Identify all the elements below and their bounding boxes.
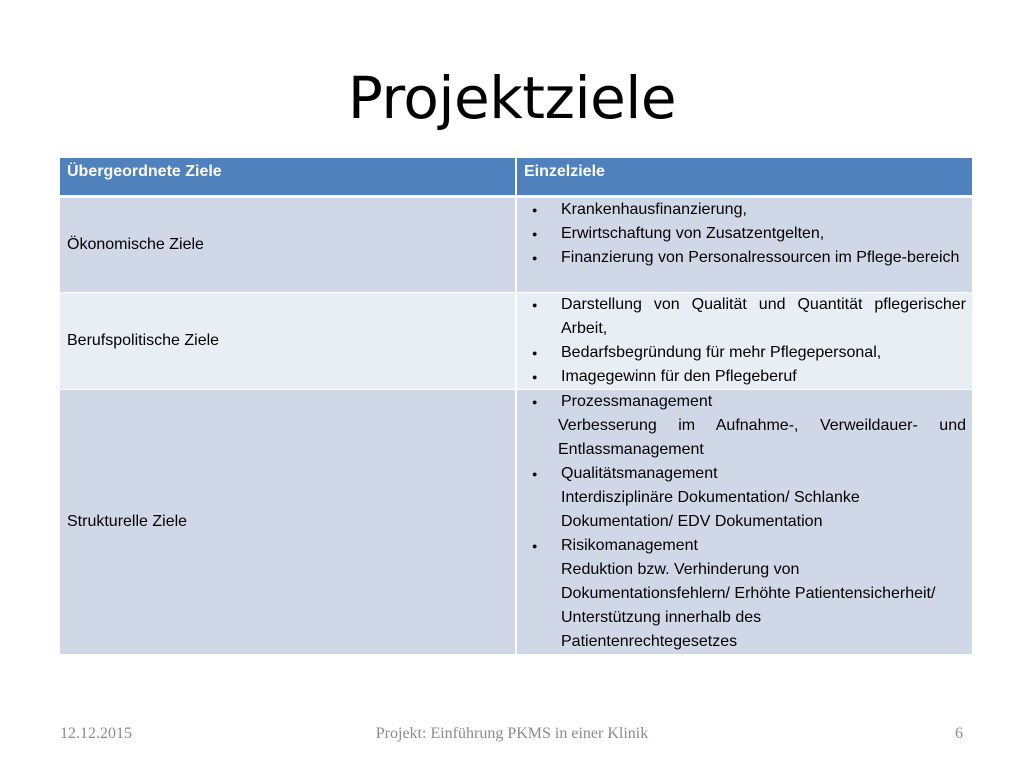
table-header-row xyxy=(60,158,972,196)
goals-table xyxy=(60,158,972,655)
items-cell xyxy=(516,292,972,389)
items-cell xyxy=(516,196,972,292)
list-item: ● Qualitätsmanagement xyxy=(524,462,966,486)
header-sub-goals: Einzelziele xyxy=(516,158,972,196)
goal-list xyxy=(524,293,966,389)
list-item: ● Finanzierung von Personalressourcen im Pflege-bereich xyxy=(524,246,966,270)
list-item: ● Risikomanagement xyxy=(524,534,966,558)
table-row xyxy=(60,196,972,292)
goal-list xyxy=(524,198,966,270)
list-item-detail: Reduktion bzw. Verhinderung von Dokumentationsfehlern/ Erhöhte Patientensicherheit/ Unterstützung innerhalb des Patientenrechtegesetzes xyxy=(561,560,936,650)
category-cell: Berufspolitische Ziele xyxy=(60,292,516,389)
category-cell: Ökonomische Ziele xyxy=(60,196,516,292)
list-item-detail: Interdisziplinäre Dokumentation/ Schlanke Dokumentation/ EDV Dokumentation xyxy=(561,488,860,530)
list-item: ● Darstellung von Qualität und Quantität pflegerischer Arbeit, xyxy=(524,293,966,341)
page-number: 6 xyxy=(955,725,963,742)
list-item: ● Prozessmanagement xyxy=(524,390,966,414)
list-item: ● Erwirtschaftung von Zusatzentgelten, xyxy=(524,222,966,246)
footer-date: 12.12.2015 xyxy=(60,725,132,742)
goal-list xyxy=(524,390,966,654)
list-item: ● Imagegewinn für den Pflegeberuf xyxy=(524,365,966,389)
table-row xyxy=(60,292,972,389)
list-item: ● Krankenhausfinanzierung, xyxy=(524,198,966,222)
items-cell xyxy=(516,389,972,654)
slide-title: Projektziele xyxy=(347,64,677,132)
list-item: ● Bedarfsbegründung für mehr Pflegepersonal, xyxy=(524,341,966,365)
footer-title: Projekt: Einführung PKMS in einer Klinik xyxy=(375,725,649,742)
category-cell: Strukturelle Ziele xyxy=(60,389,516,654)
table-row xyxy=(60,389,972,654)
list-item-detail: Verbesserung im Aufnahme-, Verweildauer- und Entlassmanagement xyxy=(558,416,966,458)
header-main-goals: Übergeordnete Ziele xyxy=(60,158,516,196)
